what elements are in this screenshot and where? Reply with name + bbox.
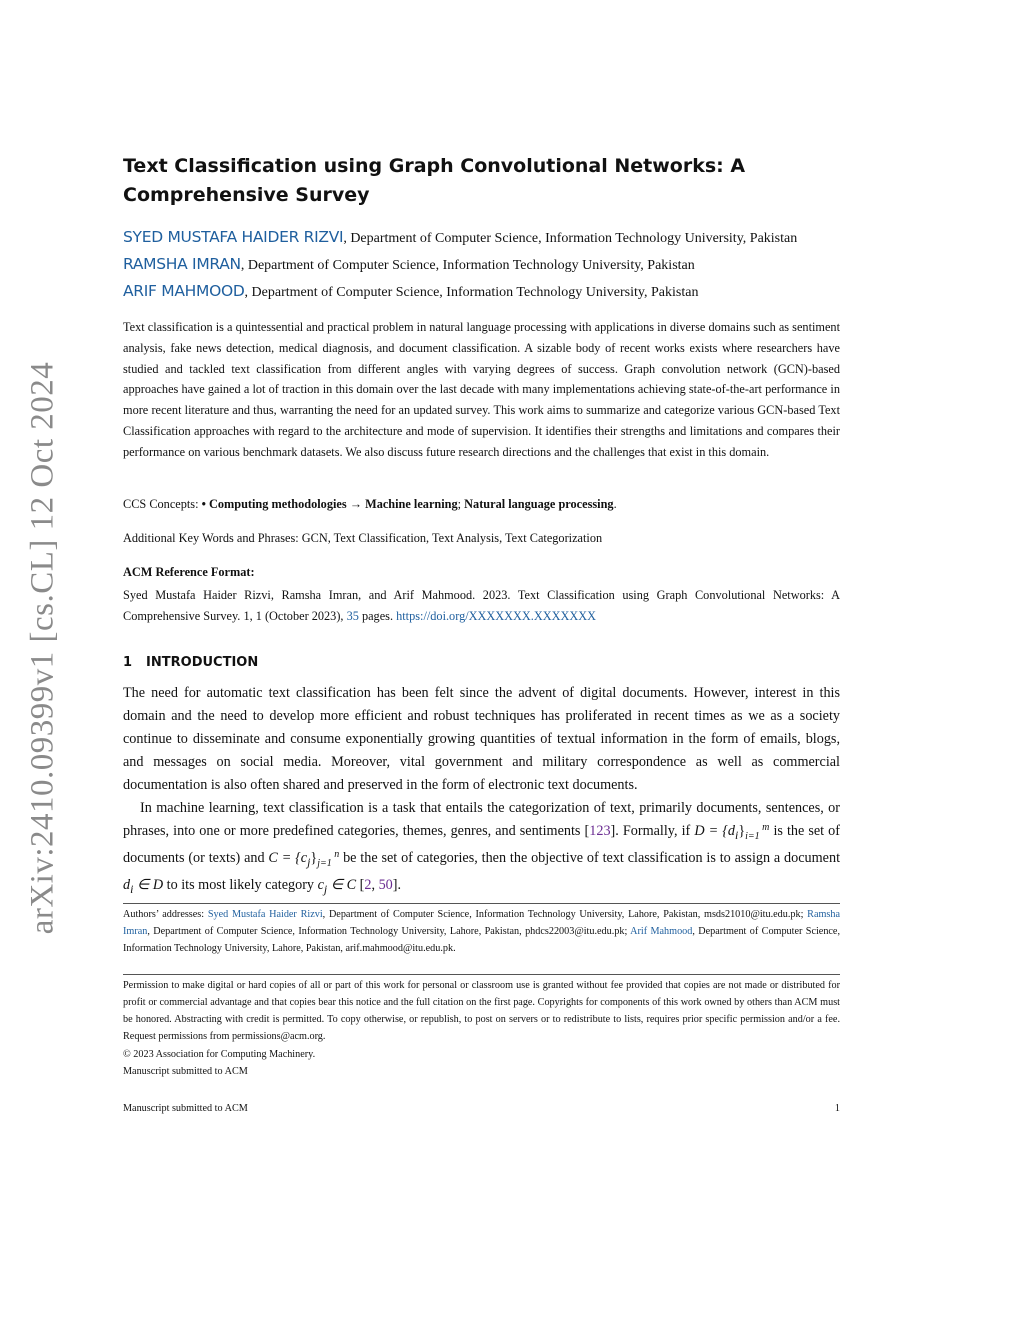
math: C = {c xyxy=(268,849,308,866)
section-title: INTRODUCTION xyxy=(146,655,259,670)
math: m xyxy=(762,821,770,833)
authors-addresses xyxy=(123,906,840,957)
math: ∈ C xyxy=(327,876,357,893)
label: Authors’ addresses: xyxy=(123,909,208,920)
pages-suffix: pages. xyxy=(358,609,397,623)
abstract: Text classification is a quintessential and practical problem in natural language processing with applications in diverse domains such as sentiment analysis, fake news detection, medical diagnosis, and document classification. A sizable body of recent works exists where researchers have studied and tackled text classification from different angles with varying degrees of success. Graph convolution network (GCN)-based approaches have gained a lot of traction in this domain over the last decade with many implementations achieving state-of-the-art performance in more recent literature and thus, warranting the need for an updated survey. This work aims to summarize and categorize various GCN-based Text Classification approaches with regard to the architecture and mode of supervision. It identifies their strengths and limitations and compares their performance on various benchmark datasets. We also discuss future research directions and the challenges that exist in this domain. xyxy=(123,320,840,459)
author-name[interactable]: SYED MUSTAFA HAIDER RIZVI xyxy=(123,228,344,246)
section-number: 1 xyxy=(123,655,133,670)
doi-link[interactable]: https://doi.org/XXXXXXX.XXXXXXX xyxy=(396,609,597,623)
author-affiliation: , Department of Computer Science, Information Technology University, Pakistan xyxy=(244,285,699,300)
text: to its most likely category xyxy=(163,876,318,893)
arxiv-stamp: arXiv:2410.09399v1 [cs.CL] 12 Oct 2024 xyxy=(24,361,61,935)
math: j xyxy=(307,854,311,869)
author-line xyxy=(123,255,695,274)
author-link[interactable]: Ramsha Imran xyxy=(123,909,840,937)
page-number: 1 xyxy=(834,1103,840,1114)
keywords: Additional Key Words and Phrases: GCN, Text Classification, Text Analysis, Text Categorization xyxy=(123,531,603,545)
math: D = {d xyxy=(694,823,736,839)
text: ]. xyxy=(392,876,402,893)
reference-format xyxy=(123,585,840,627)
punct: . xyxy=(613,497,617,511)
manuscript-note: Manuscript submitted to ACM xyxy=(123,1066,248,1077)
text: In machine learning, text classification is a task that entails the categorization of text, primarily documents, sentences, or phrases, into one or more predefined categories, themes, genres, and sentiments [ xyxy=(123,800,840,839)
author-affiliation: , Department of Computer Science, Information Technology University, Pakistan xyxy=(240,258,695,273)
intro-paragraph-2 xyxy=(123,797,840,900)
math: c xyxy=(317,876,324,893)
text: [ xyxy=(356,876,365,893)
text: , Department of Computer Science, Information Technology University, Lahore, Pakistan, arif.mahmood@itu.edu.pk. xyxy=(123,926,841,954)
author-affiliation: , Department of Computer Science, Information Technology University, Pakistan xyxy=(343,231,798,246)
math: d xyxy=(123,876,131,893)
copyright: © 2023 Association for Computing Machinery. xyxy=(123,1049,316,1060)
math: ∈ D xyxy=(133,876,164,893)
text: , Department of Computer Science, Information Technology University, Lahore, Pakistan, phdcs22003@itu.edu.pk; xyxy=(147,926,631,937)
math: i xyxy=(735,827,739,842)
pages-link[interactable]: 35 xyxy=(346,609,359,623)
author-line xyxy=(123,282,698,301)
permission-divider xyxy=(123,974,840,975)
author-name[interactable]: RAMSHA IMRAN xyxy=(123,255,241,273)
math: i=1 xyxy=(745,830,760,842)
citation-link[interactable]: 123 xyxy=(589,823,611,839)
text: , xyxy=(371,876,379,893)
paper-title: Text Classification using Graph Convolutional Networks: A Comprehensive Survey xyxy=(123,155,746,206)
separator: ; xyxy=(457,497,465,511)
citation-link[interactable]: 50 xyxy=(378,876,393,893)
footer-left: Manuscript submitted to ACM xyxy=(123,1103,248,1114)
permission-notice: Permission to make digital or hard copies of all or part of this work for personal or classroom use is granted without fee provided that copies are not made or distributed for profit or commercial advantage and that copies bear this notice and the full citation on the first page. Copyrights for components of this work owned by others than ACM must be honored. Abstracting with credit is permitted. To copy otherwise, or republish, to post on servers or to redistribute to lists, requires prior specific permission and/or a fee. Request permissions from permissions@acm.org. xyxy=(123,980,840,1042)
text: be the set of categories, then the objective of text classification is to assign a document xyxy=(339,849,841,866)
bullet: • xyxy=(201,497,209,511)
author-link[interactable]: Syed Mustafa Haider Rizvi xyxy=(207,909,323,920)
math: j=1 xyxy=(317,857,332,869)
ccs-concepts xyxy=(123,497,840,512)
author-name[interactable]: ARIF MAHMOOD xyxy=(123,282,245,300)
math: } xyxy=(738,823,746,839)
ccs-label: CCS Concepts: xyxy=(123,497,202,511)
section-heading xyxy=(123,655,258,670)
reference-format-heading: ACM Reference Format: xyxy=(123,565,255,579)
arrow: → xyxy=(346,497,366,511)
ccs-item: Natural language processing xyxy=(464,497,614,511)
text: is the set of documents (or texts) and xyxy=(123,823,841,866)
footnote-divider xyxy=(123,903,840,904)
math: j xyxy=(323,881,328,896)
author-link[interactable]: Arif Mahmood xyxy=(630,926,693,937)
citation-link[interactable]: 2 xyxy=(364,876,372,893)
text: ]. Formally, if xyxy=(610,823,695,839)
intro-paragraph-1: The need for automatic text classification has been felt since the advent of digital documents. However, interest in this domain and the need to develop more efficient and robust techniques has proliferated in recent times as we as a society continue to disseminate and consume exponentially growing quantities of textual information in the form of emails, blogs, and messages on social media. Moreover, vital government and military correspondence as well as commercial documentation is also often shared and preserved in the form of electronic text documents. xyxy=(123,685,840,793)
ccs-item: Machine learning xyxy=(365,497,458,511)
ccs-item: Computing methodologies xyxy=(208,497,347,511)
math: n xyxy=(334,848,340,860)
author-line xyxy=(123,228,797,247)
math: } xyxy=(310,849,318,866)
text: , Department of Computer Science, Information Technology University, Lahore, Pakistan, msds21010@itu.edu.pk; xyxy=(322,909,808,920)
reference-text: Syed Mustafa Haider Rizvi, Ramsha Imran, and Arif Mahmood. 2023. Text Classification using Graph Convolutional Networks: A Comprehensive Survey. 1, 1 (October 2023), xyxy=(123,588,840,623)
math: i xyxy=(130,881,134,896)
intro-body xyxy=(123,682,840,900)
